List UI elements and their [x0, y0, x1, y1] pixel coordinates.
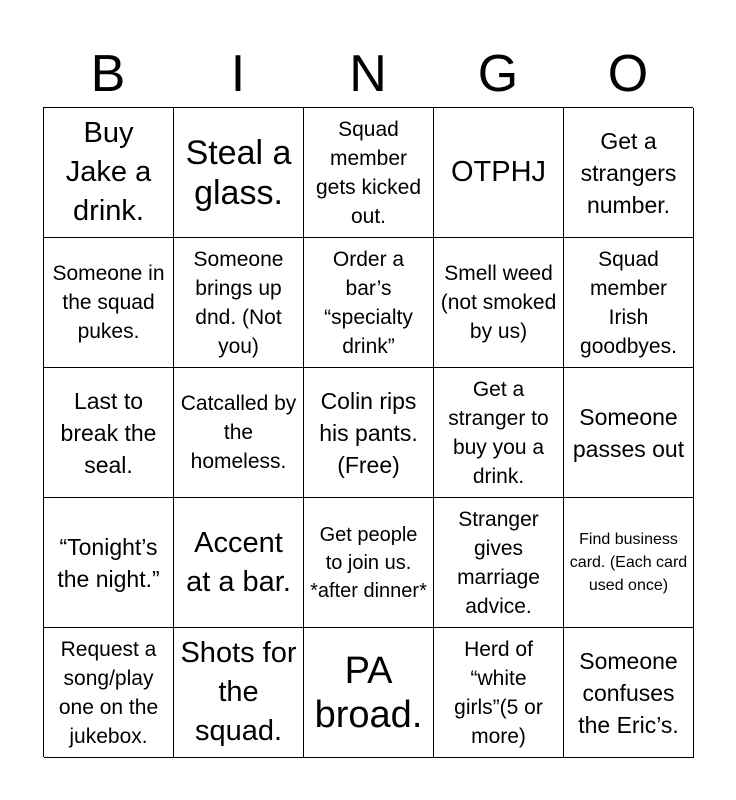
cell-text: Request a song/play one on the jukebox. — [58, 637, 159, 748]
bingo-cell[interactable] — [174, 238, 304, 368]
cell-text: Squad member Irish goodbyes. — [580, 247, 677, 358]
bingo-cell[interactable] — [434, 368, 564, 498]
bingo-cell[interactable] — [564, 368, 694, 498]
cell-text: Get people to join us. *after dinner* — [310, 523, 427, 602]
cell-text: Someone confuses the Eric’s. — [578, 647, 679, 738]
bingo-cell[interactable] — [44, 498, 174, 628]
cell-text: Steal a glass. — [185, 133, 292, 212]
bingo-cell[interactable] — [174, 108, 304, 238]
cell-text: Find business card. (Each card used once) — [569, 531, 688, 594]
bingo-cell[interactable] — [44, 238, 174, 368]
bingo-board — [43, 107, 693, 757]
bingo-cell[interactable] — [564, 628, 694, 758]
header-letter-b: B — [90, 45, 126, 103]
cell-text: Herd of “white girls”(5 or more) — [454, 637, 543, 748]
bingo-cell[interactable] — [304, 238, 434, 368]
bingo-cell[interactable] — [304, 368, 434, 498]
bingo-header — [43, 44, 693, 104]
cell-text: OTPHJ — [450, 156, 547, 188]
header-letter-i: I — [230, 45, 246, 103]
cell-text: Someone passes out — [572, 403, 685, 462]
cell-text: Someone brings up dnd. (Not you) — [193, 247, 284, 358]
cell-text: Get a stranger to buy you a drink. — [448, 377, 549, 488]
cell-text: Order a bar’s “specialty drink” — [324, 247, 413, 358]
bingo-cell[interactable] — [44, 628, 174, 758]
bingo-cell[interactable] — [434, 498, 564, 628]
bingo-cell[interactable] — [174, 498, 304, 628]
bingo-cell[interactable] — [174, 368, 304, 498]
bingo-cell[interactable] — [564, 238, 694, 368]
cell-text: Someone in the squad pukes. — [52, 262, 165, 343]
cell-text: Catcalled by the homeless. — [180, 392, 297, 473]
bingo-cell[interactable] — [434, 108, 564, 238]
bingo-cell[interactable] — [174, 628, 304, 758]
cell-text: Buy Jake a drink. — [65, 117, 152, 227]
bingo-cell[interactable] — [434, 238, 564, 368]
bingo-cell[interactable] — [304, 628, 434, 758]
header-letter-g: G — [477, 45, 519, 103]
bingo-cell[interactable] — [44, 368, 174, 498]
header-letter-n: N — [349, 45, 387, 103]
cell-text: Squad member gets kicked out. — [315, 117, 422, 228]
cell-text: Smell weed (not smoked by us) — [440, 262, 557, 343]
bingo-cell[interactable] — [304, 108, 434, 238]
cell-text: Stranger gives marriage advice. — [457, 507, 540, 618]
bingo-cell[interactable] — [304, 498, 434, 628]
header-letter-o: O — [607, 45, 649, 103]
cell-text: Accent at a bar. — [186, 526, 291, 598]
bingo-cell[interactable] — [564, 498, 694, 628]
bingo-cell[interactable] — [44, 108, 174, 238]
cell-text: Shots for the squad. — [180, 637, 297, 747]
cell-text: “Tonight’s the night.” — [57, 533, 160, 592]
cell-text: Last to break the seal. — [60, 387, 157, 478]
cell-text: PA broad. — [314, 649, 423, 736]
cell-text: Get a strangers number. — [580, 127, 677, 218]
bingo-cell[interactable] — [564, 108, 694, 238]
cell-text: Colin rips his pants. (Free) — [319, 387, 418, 478]
bingo-cell[interactable] — [434, 628, 564, 758]
